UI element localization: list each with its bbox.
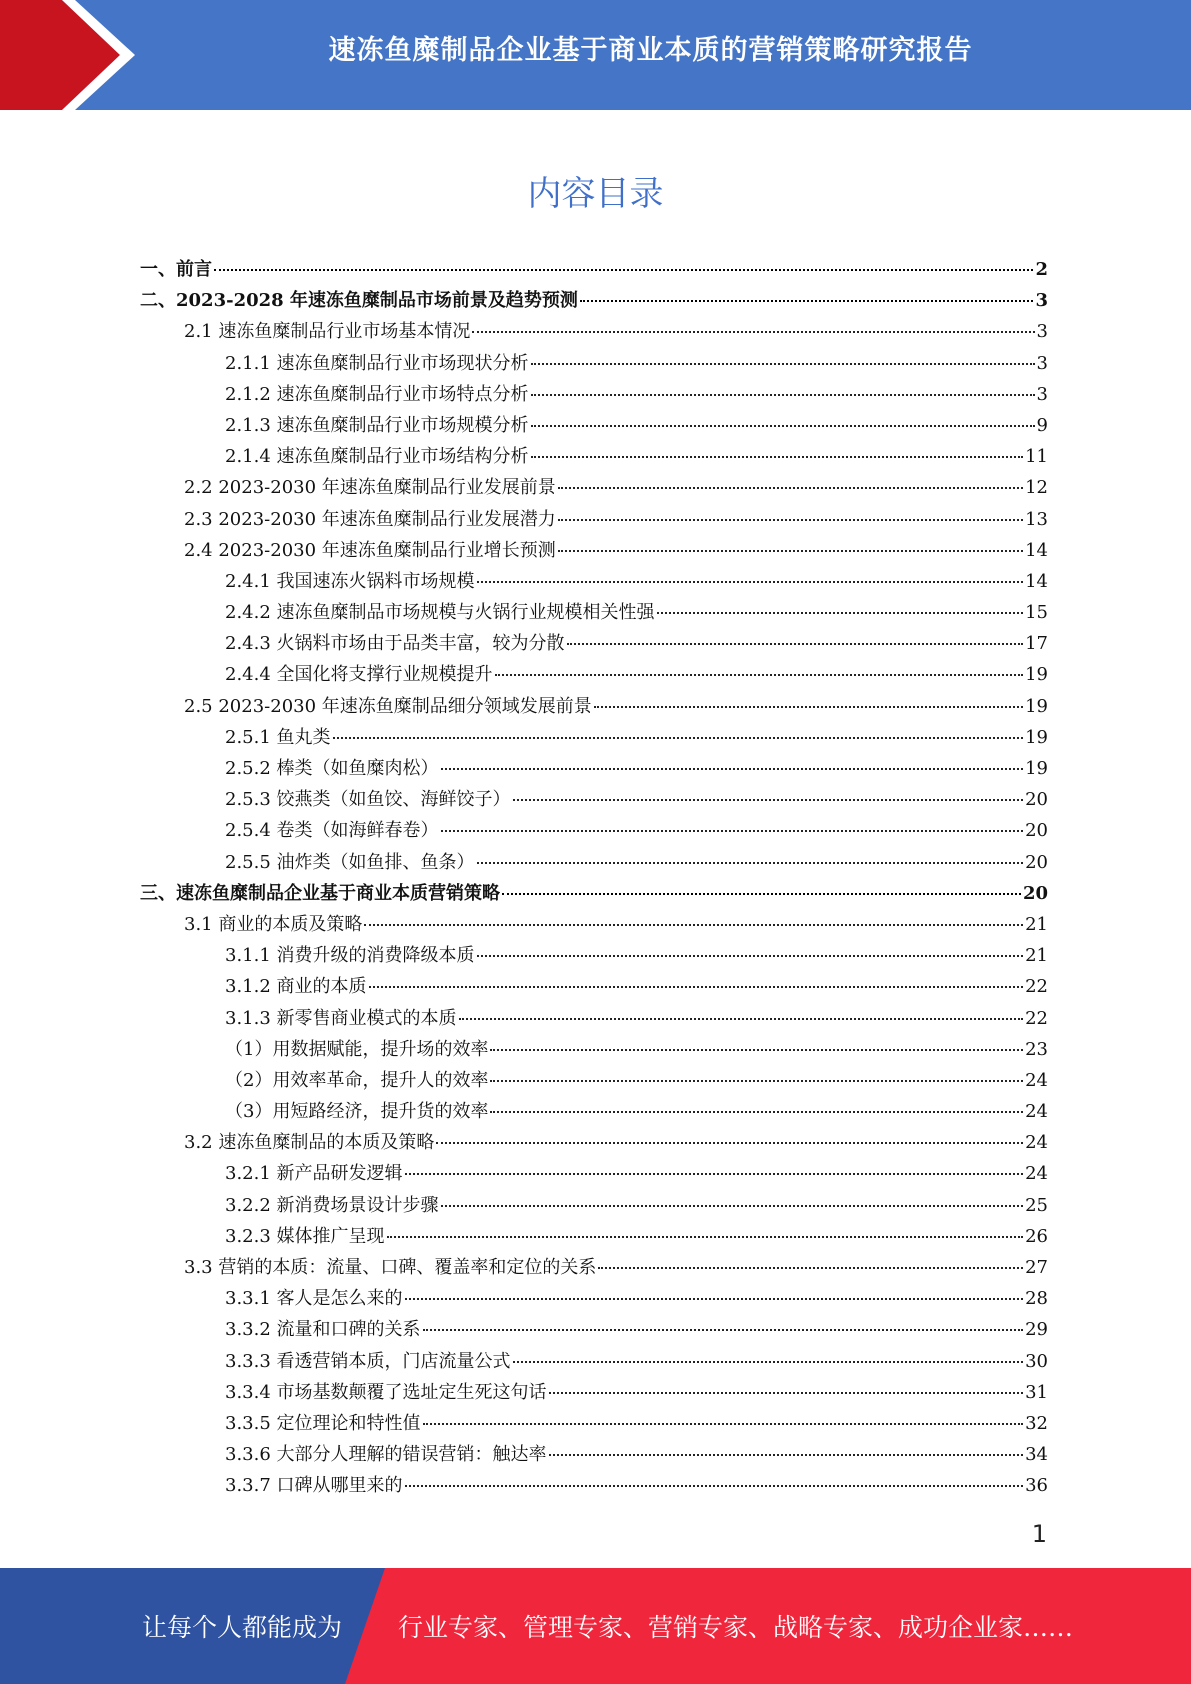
toc-leader-dots (490, 1111, 1023, 1113)
toc-entry[interactable] (140, 1158, 1048, 1189)
toc-entry-page: 29 (1025, 1319, 1048, 1341)
toc-entry-page: 30 (1025, 1350, 1048, 1372)
toc-entry-label: 2.5.3 饺燕类（如鱼饺、海鲜饺子） (225, 789, 511, 811)
toc-leader-dots (436, 1142, 1023, 1144)
toc-entry-page: 20 (1025, 789, 1048, 811)
toc-entry-page: 3 (1036, 352, 1048, 374)
toc-entry[interactable] (140, 691, 1048, 722)
toc-leader-dots (369, 986, 1024, 988)
toc-entry-page: 20 (1022, 882, 1048, 904)
toc-entry-page: 28 (1025, 1288, 1048, 1310)
toc-entry[interactable] (140, 597, 1048, 628)
toc-entry[interactable] (140, 566, 1048, 597)
toc-leader-dots (490, 1080, 1023, 1082)
toc-entry-label: 3.2.3 媒体推广呈现 (225, 1225, 385, 1247)
toc-leader-dots (502, 893, 1021, 895)
toc-entry[interactable] (140, 628, 1048, 659)
toc-entry-label: 2.3 2023-2030 年速冻鱼糜制品行业发展潜力 (184, 508, 556, 530)
report-title: 速冻鱼糜制品企业基于商业本质的营销策略研究报告 (328, 35, 973, 66)
toc-entry-label: 2.1.1 速冻鱼糜制品行业市场现状分析 (225, 352, 529, 374)
toc-entry-label: 3.1.3 新零售商业模式的本质 (225, 1007, 457, 1029)
toc-entry-page: 11 (1025, 446, 1048, 468)
toc-entry-page: 17 (1025, 633, 1048, 655)
toc-leader-dots (580, 300, 1034, 302)
toc-leader-dots (657, 612, 1024, 614)
toc-entry-label: 3.2.1 新产品研发逻辑 (225, 1163, 403, 1185)
toc-entry-page: 19 (1025, 726, 1048, 748)
toc-entry-label: 2.5.5 油炸类（如鱼排、鱼条） (225, 851, 475, 873)
toc-entry-label: 3.1.2 商业的本质 (225, 976, 367, 998)
toc-entry-label: 2.4.3 火锅料市场由于品类丰富，较为分散 (225, 633, 565, 655)
toc-entry-label: 2.4.2 速冻鱼糜制品市场规模与火锅行业规模相关性强 (225, 602, 655, 624)
toc-entry-page: 3 (1036, 383, 1048, 405)
toc-entry-page: 22 (1025, 1007, 1048, 1029)
toc-entry-page: 36 (1025, 1475, 1048, 1497)
toc-entry[interactable] (140, 1221, 1048, 1252)
toc-leader-dots (558, 487, 1023, 489)
toc-leader-dots (477, 581, 1024, 583)
toc-entry-page: 24 (1025, 1101, 1048, 1123)
toc-entry-label: 2.5.4 卷类（如海鲜春卷） (225, 820, 439, 842)
toc-entry[interactable] (140, 1470, 1048, 1501)
toc-entry-page: 24 (1025, 1069, 1048, 1091)
toc-leader-dots (567, 643, 1024, 645)
toc-leader-dots (405, 1298, 1024, 1300)
toc-leader-dots (531, 363, 1035, 365)
toc-leader-dots (477, 862, 1024, 864)
toc-leader-dots (594, 706, 1023, 708)
toc-entry[interactable] (140, 1314, 1048, 1345)
toc-entry[interactable] (140, 1003, 1048, 1034)
toc-leader-dots (490, 1049, 1023, 1051)
toc-entry-label: 3.3 营销的本质：流量、口碑、覆盖率和定位的关系 (184, 1257, 597, 1278)
toc-entry-label: 2.5.1 鱼丸类 (225, 726, 331, 748)
toc-entry-page: 25 (1025, 1194, 1048, 1216)
toc-entry-label: 3.3.3 看透营销本质，门店流量公式 (225, 1350, 511, 1372)
toc-entry-label: 2.5 2023-2030 年速冻鱼糜制品细分领域发展前景 (184, 695, 592, 717)
toc-leader-dots (387, 1236, 1024, 1238)
toc-leader-dots (441, 1205, 1024, 1207)
toc-entry-label: 一、前言 (140, 259, 212, 280)
toc-entry[interactable] (140, 379, 1048, 410)
toc-entry-page: 27 (1025, 1257, 1048, 1278)
toc-entry-label: （1）用数据赋能，提升场的效率 (225, 1038, 489, 1060)
toc-leader-dots (531, 456, 1024, 458)
toc-leader-dots (441, 830, 1024, 832)
toc-entry-label: （3）用短路经济，提升货的效率 (225, 1101, 489, 1123)
toc-entry[interactable] (140, 940, 1048, 971)
toc-entry-label: 3.3.4 市场基数颠覆了选址定生死这句话 (225, 1381, 547, 1403)
toc-entry-label: 3.2.2 新消费场景设计步骤 (225, 1194, 439, 1216)
toc-leader-dots (598, 1267, 1023, 1269)
toc-leader-dots (405, 1173, 1024, 1175)
toc-entry[interactable] (140, 909, 1048, 940)
toc-entry-page: 31 (1025, 1381, 1048, 1403)
toc-entry-label: 3.3.7 口碑从哪里来的 (225, 1475, 403, 1497)
toc-leader-dots (477, 955, 1024, 957)
toc-leader-dots (333, 737, 1024, 739)
toc-entry[interactable] (140, 1252, 1048, 1283)
toc-entry-page: 24 (1025, 1163, 1048, 1185)
toc-entry-page: 2 (1035, 259, 1048, 280)
toc-entry[interactable] (140, 722, 1048, 753)
toc-entry[interactable] (140, 1283, 1048, 1314)
toc-leader-dots (558, 550, 1023, 552)
toc-leader-dots (495, 674, 1024, 676)
table-of-contents (140, 254, 1048, 1502)
toc-leader-dots (513, 799, 1024, 801)
page-number: 1 (1031, 1520, 1047, 1548)
toc-entry[interactable] (140, 847, 1048, 878)
toc-entry[interactable] (140, 348, 1048, 379)
toc-entry[interactable] (140, 878, 1048, 909)
toc-entry-label: 3.1.1 消费升级的消费降级本质 (225, 945, 475, 967)
toc-entry-label: 三、速冻鱼糜制品企业基于商业本质营销策略 (140, 882, 500, 904)
toc-entry-page: 19 (1025, 758, 1048, 779)
toc-leader-dots (531, 394, 1035, 396)
toc-entry-label: 3.3.2 流量和口碑的关系 (225, 1319, 421, 1341)
toc-entry-page: 19 (1025, 695, 1048, 717)
toc-leader-dots (549, 1392, 1024, 1394)
footer-slogan-right: 行业专家、管理专家、营销专家、战略专家、成功企业家…… (398, 1613, 1074, 1642)
toc-entry-label: 2.1.2 速冻鱼糜制品行业市场特点分析 (225, 383, 529, 405)
toc-leader-dots (558, 519, 1023, 521)
footer-banner (0, 1568, 1191, 1684)
toc-entry-page: 14 (1025, 570, 1048, 592)
toc-entry-label: 3.3.6 大部分人理解的错误营销：触达率 (225, 1444, 547, 1466)
toc-entry[interactable] (140, 504, 1048, 535)
toc-entry[interactable] (140, 1065, 1048, 1096)
toc-leader-dots (441, 768, 1024, 770)
toc-entry-label: 3.1 商业的本质及策略 (184, 913, 363, 935)
toc-entry[interactable] (140, 753, 1048, 784)
header-banner (0, 0, 1191, 110)
toc-entry-page: 20 (1025, 820, 1048, 842)
toc-heading: 内容目录 (527, 174, 664, 214)
toc-entry-page: 19 (1025, 664, 1048, 686)
toc-entry-page: 12 (1025, 477, 1048, 499)
toc-entry-label: 2.1 速冻鱼糜制品行业市场基本情况 (184, 321, 471, 343)
toc-leader-dots (459, 1018, 1024, 1020)
toc-entry[interactable] (140, 472, 1048, 503)
toc-entry-page: 32 (1025, 1412, 1048, 1434)
toc-entry-page: 24 (1025, 1132, 1048, 1154)
toc-leader-dots (472, 331, 1034, 333)
toc-entry-label: 2.5.2 棒类（如鱼糜肉松） (225, 758, 439, 779)
toc-entry-page: 26 (1025, 1225, 1048, 1247)
toc-leader-dots (364, 924, 1023, 926)
toc-entry[interactable] (140, 410, 1048, 441)
toc-entry[interactable] (140, 316, 1048, 347)
toc-entry[interactable] (140, 1408, 1048, 1439)
toc-entry-label: （2）用效率革命，提升人的效率 (225, 1069, 489, 1091)
toc-entry-label: 3.3.1 客人是怎么来的 (225, 1288, 403, 1310)
toc-entry-label: 2.2 2023-2030 年速冻鱼糜制品行业发展前景 (184, 477, 556, 499)
toc-entry[interactable] (140, 659, 1048, 690)
toc-entry-page: 21 (1025, 913, 1048, 935)
toc-entry[interactable] (140, 1346, 1048, 1377)
toc-entry[interactable] (140, 441, 1048, 472)
toc-entry[interactable] (140, 1127, 1048, 1158)
toc-entry-page: 21 (1025, 945, 1048, 967)
chevron-arrow-icon (0, 0, 160, 110)
toc-entry[interactable] (140, 971, 1048, 1002)
toc-entry-label: 2.4.4 全国化将支撑行业规模提升 (225, 664, 493, 686)
toc-entry-page: 14 (1025, 539, 1048, 561)
toc-leader-dots (405, 1485, 1024, 1487)
toc-entry-label: 2.4.1 我国速冻火锅料市场规模 (225, 570, 475, 592)
toc-entry-label: 2.1.4 速冻鱼糜制品行业市场结构分析 (225, 446, 529, 468)
toc-entry[interactable] (140, 1377, 1048, 1408)
toc-entry-page: 22 (1025, 976, 1048, 998)
toc-entry[interactable] (140, 1034, 1048, 1065)
toc-leader-dots (423, 1329, 1024, 1331)
toc-entry-page: 9 (1036, 414, 1048, 436)
toc-entry-page: 34 (1025, 1444, 1048, 1466)
toc-entry-page: 20 (1025, 851, 1048, 873)
toc-entry-label: 2.4 2023-2030 年速冻鱼糜制品行业增长预测 (184, 539, 556, 561)
toc-entry-page: 23 (1025, 1038, 1048, 1060)
toc-entry[interactable] (140, 1190, 1048, 1221)
toc-leader-dots (423, 1423, 1024, 1425)
toc-leader-dots (531, 425, 1035, 427)
toc-entry-page: 3 (1035, 290, 1048, 312)
toc-entry-page: 13 (1025, 508, 1048, 530)
footer-slogan-left: 让每个人都能成为 (142, 1613, 343, 1642)
toc-entry-label: 3.3.5 定位理论和特性值 (225, 1412, 421, 1434)
toc-entry-page: 15 (1025, 602, 1048, 624)
toc-leader-dots (549, 1454, 1024, 1456)
toc-entry[interactable] (140, 1439, 1048, 1470)
toc-entry[interactable] (140, 784, 1048, 815)
toc-entry[interactable] (140, 1096, 1048, 1127)
toc-entry-page: 3 (1036, 321, 1048, 343)
toc-entry-label: 二、2023-2028 年速冻鱼糜制品市场前景及趋势预测 (140, 290, 578, 312)
toc-leader-dots (513, 1361, 1024, 1363)
toc-entry[interactable] (140, 815, 1048, 846)
toc-entry-label: 2.1.3 速冻鱼糜制品行业市场规模分析 (225, 414, 529, 436)
toc-entry[interactable] (140, 254, 1048, 285)
toc-entry-label: 3.2 速冻鱼糜制品的本质及策略 (184, 1132, 435, 1154)
toc-entry[interactable] (140, 285, 1048, 316)
toc-leader-dots (214, 269, 1033, 271)
toc-entry[interactable] (140, 535, 1048, 566)
